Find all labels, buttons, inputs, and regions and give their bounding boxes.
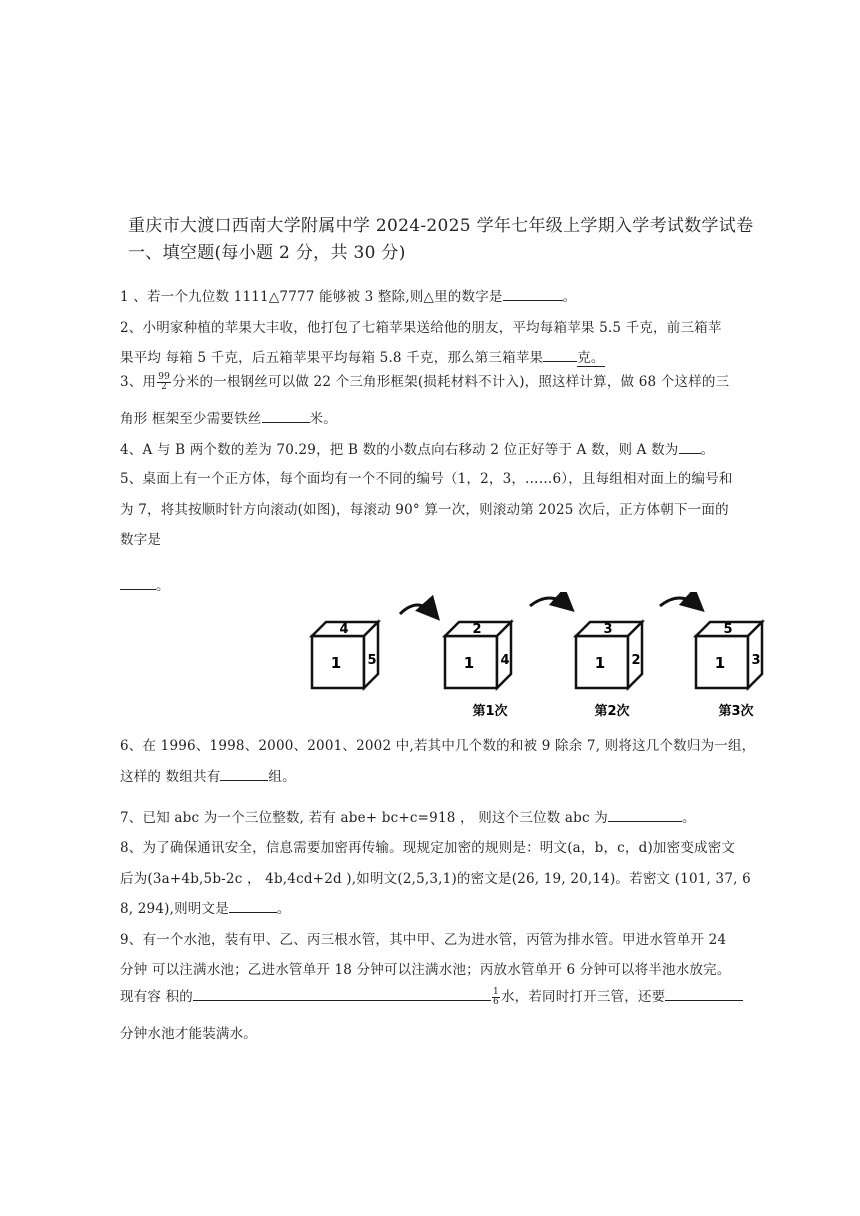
question-1-end: 。: [562, 289, 577, 305]
exam-title: 重庆市大渡口西南大学附属中学 2024-2025 学年七年级上学期入学考试数学试卷: [128, 216, 754, 236]
question-4-end: 。: [700, 442, 715, 458]
fraction-99-over-2: [157, 373, 171, 392]
cube-2-caption: 第2次: [594, 704, 630, 719]
roll-arrow-2: [530, 598, 568, 606]
cube-0-top-label: 4: [339, 622, 349, 637]
cube-3-caption: 第3次: [718, 704, 754, 719]
question-3-text: 分米的一根钢丝可以做 22 个三角形框架(损耗材料不计入)，照这样计算，做 68 个这样的三: [172, 374, 730, 390]
question-3-end: 米。: [309, 411, 337, 427]
question-9-line-4: 分钟水池才能装满水。: [120, 1026, 257, 1042]
question-8-text: 8, 294),则明文是: [120, 901, 229, 917]
question-8-line-1: 8、为了确保通讯安全，信息需要加密再传输。现规定加密的规则是：明文(a，b，c，d)加密变成密文: [120, 840, 736, 856]
cube-2-top-label: 3: [603, 622, 613, 637]
cube-roll-2: [576, 622, 642, 688]
question-9-line-3: [120, 985, 743, 1007]
question-3-text-2: 角形 框架至少需要铁丝: [120, 411, 262, 427]
question-2-line-2: [120, 346, 605, 366]
question-4-text: 4、A 与 B 两个数的差为 70.29，把 B 数的小数点向右移动 2 位正好等于 A 数，则 A 数为: [120, 442, 679, 458]
cube-2-side-label: 2: [631, 653, 641, 668]
question-2-end: 克。: [577, 350, 605, 366]
question-9-text: 现有容 积的: [120, 989, 193, 1005]
answer-blank-6: [220, 766, 268, 781]
question-5-line-1: 5、桌面上有一个正方体，每个面均有一个不同的编号（1，2，3，……6），且每组相对面上的编号和: [120, 471, 733, 487]
answer-blank-5: [120, 575, 156, 590]
question-6-line-2: [120, 765, 296, 785]
fraction-numerator: 1: [493, 987, 499, 997]
question-6-text: 这样的 数组共有: [120, 769, 221, 785]
question-6-end: 组。: [268, 769, 296, 785]
question-7-text: 7、已知 abc 为一个三位整数, 若有 abe+ bc+c=918 ， 则这个三位数 abc 为: [120, 810, 608, 826]
section-heading: 一、填空题(每小题 2 分，共 30 分): [128, 243, 406, 263]
fraction-numerator: 99: [158, 372, 171, 382]
cube-0-side-label: 5: [367, 653, 377, 668]
answer-blank-9a: [193, 986, 491, 1001]
cube-1-side-label: 4: [500, 653, 510, 668]
question-9-text-mid: 水，若同时打开三管，还要: [500, 989, 666, 1005]
rolling-cube-figure: [300, 592, 790, 722]
question-8-line-3: [120, 897, 291, 917]
question-7-end: 。: [681, 810, 696, 826]
roll-arrow-1: [400, 605, 434, 614]
roll-arrow-3: [660, 598, 698, 606]
fraction-1-over-6: [492, 988, 500, 1007]
cube-3-front-label: 1: [714, 654, 726, 672]
answer-blank-7: [608, 807, 682, 822]
question-4: [120, 438, 714, 458]
question-1-text: 1 、若一个九位数 1111△7777 能够被 3 整除,则△里的数字是: [120, 289, 503, 305]
fraction-denominator: 6: [493, 997, 499, 1007]
question-7: [120, 806, 696, 826]
question-5-end: 。: [156, 578, 170, 594]
answer-blank-8: [229, 898, 277, 913]
cube-2-front-label: 1: [594, 654, 606, 672]
fraction-denominator: 2: [161, 382, 168, 392]
question-9-line-2: 分钟 可以注满水池；乙进水管单开 18 分钟可以注满水池；丙放水管单开 6 分钟可以将半池水放完。: [120, 962, 731, 978]
cube-1-caption: 第1次: [472, 704, 508, 719]
cube-1-front-label: 1: [463, 654, 475, 672]
cube-3-top-label: 5: [723, 622, 733, 637]
question-8-end: 。: [276, 901, 291, 917]
question-3-line-2: [120, 407, 337, 427]
cube-1-top-label: 2: [472, 622, 482, 637]
answer-blank-2: [543, 347, 577, 362]
answer-blank-1: [503, 286, 563, 301]
question-8-line-2: 后为(3a+4b,5b-2c ， 4b,4cd+2d ),如明文(2,5,3,1)的密文是(26, 19, 20,14)。若密文 (101, 37, 6: [120, 871, 751, 887]
question-2-text: 果平均 每箱 5 千克，后五箱苹果平均每箱 5.8 千克，那么第三箱苹果: [120, 350, 544, 366]
cube-roll-1: [445, 622, 511, 688]
question-3-prefix: 3、用: [120, 374, 157, 390]
question-9-line-1: 9、有一个水池，装有甲、乙、丙三根水管，其中甲、乙为进水管，丙管为排水管。甲进水管单开 24: [120, 932, 727, 948]
cube-3-side-label: 3: [751, 653, 761, 668]
question-3-line-1: [120, 370, 729, 392]
cube-0-front-label: 1: [330, 654, 342, 672]
question-6-line-1: 6、在 1996、1998、2000、2001、2002 中,若其中几个数的和被 9 除余 7, 则将这几个数归为一组，: [120, 738, 756, 754]
question-5-line-2: 为 7，将其按顺时针方向滚动(如图)，每滚动 90° 算一次，则滚动第 2025 次后，正方体朝下一面的: [120, 502, 729, 518]
answer-blank-3: [262, 408, 310, 423]
answer-blank-4: [679, 439, 701, 454]
question-5-line-3: 数字是: [120, 532, 162, 548]
question-1: [120, 285, 576, 305]
question-5-line-4: [120, 574, 170, 594]
cube-initial: [312, 622, 378, 688]
question-2-line-1: 2、小明家种植的苹果大丰收，他打包了七箱苹果送给他的朋友，平均每箱苹果 5.5 千克，前三箱苹: [120, 320, 722, 336]
cube-roll-3: [696, 622, 762, 688]
answer-blank-9b: [665, 986, 743, 1001]
